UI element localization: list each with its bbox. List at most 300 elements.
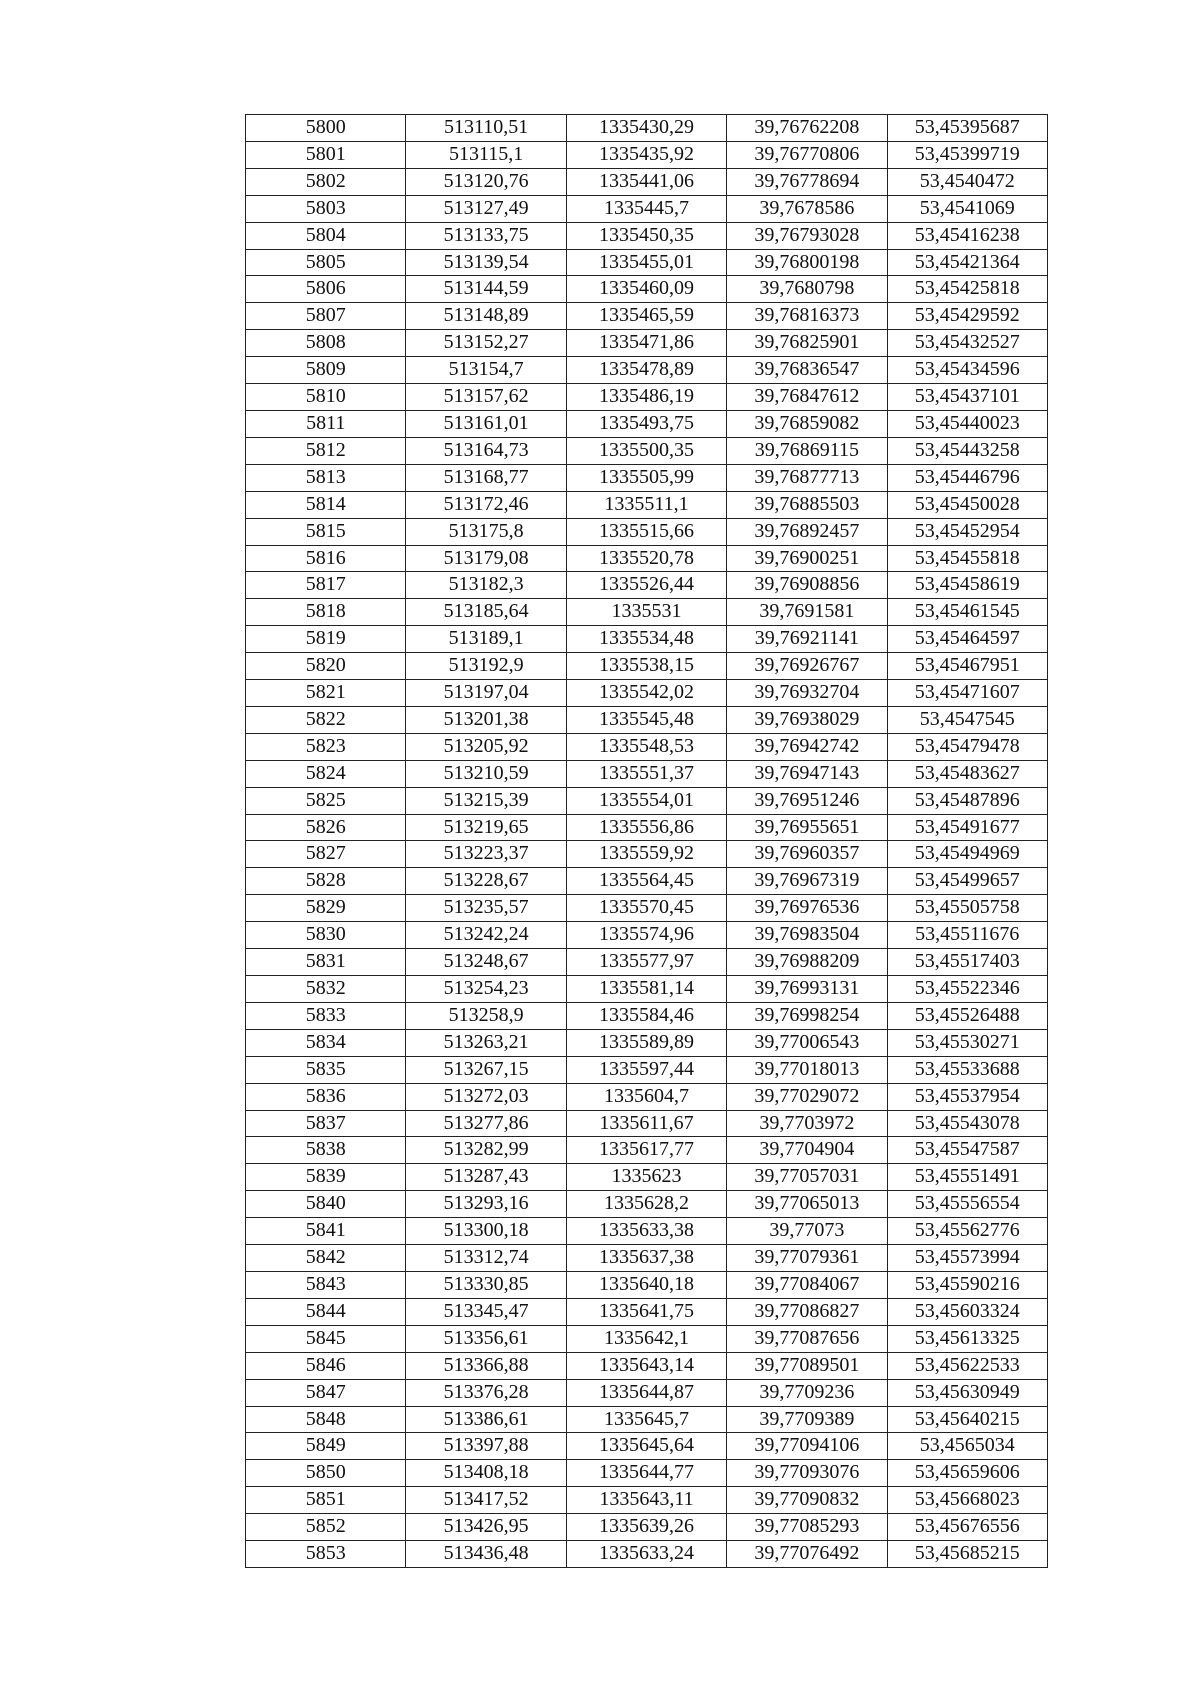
y-coordinate-cell: 1335460,09 [566, 276, 726, 303]
x-coordinate-cell: 513248,67 [406, 949, 566, 976]
latitude-cell: 39,76976536 [727, 895, 887, 922]
latitude-cell: 39,77065013 [727, 1191, 887, 1218]
longitude-cell: 53,45499657 [887, 868, 1047, 895]
latitude-cell: 39,77073 [727, 1218, 887, 1245]
y-coordinate-cell: 1335465,59 [566, 303, 726, 330]
point-number-cell: 5829 [246, 895, 406, 922]
x-coordinate-cell: 513189,1 [406, 626, 566, 653]
longitude-cell: 53,45432527 [887, 330, 1047, 357]
table-row [246, 437, 1048, 464]
point-number-cell: 5837 [246, 1110, 406, 1137]
latitude-cell: 39,76921141 [727, 626, 887, 653]
latitude-cell: 39,76816373 [727, 303, 887, 330]
x-coordinate-cell: 513228,67 [406, 868, 566, 895]
x-coordinate-cell: 513254,23 [406, 976, 566, 1003]
table-row [246, 491, 1048, 518]
point-number-cell: 5802 [246, 168, 406, 195]
latitude-cell: 39,7703972 [727, 1110, 887, 1137]
point-number-cell: 5853 [246, 1541, 406, 1568]
x-coordinate-cell: 513267,15 [406, 1056, 566, 1083]
longitude-cell: 53,45494969 [887, 841, 1047, 868]
longitude-cell: 53,4547545 [887, 706, 1047, 733]
latitude-cell: 39,77089501 [727, 1352, 887, 1379]
point-number-cell: 5801 [246, 141, 406, 168]
point-number-cell: 5831 [246, 949, 406, 976]
x-coordinate-cell: 513182,3 [406, 572, 566, 599]
latitude-cell: 39,77094106 [727, 1433, 887, 1460]
point-number-cell: 5832 [246, 976, 406, 1003]
point-number-cell: 5849 [246, 1433, 406, 1460]
table-row [246, 1245, 1048, 1272]
latitude-cell: 39,76900251 [727, 545, 887, 572]
latitude-cell: 39,76926767 [727, 653, 887, 680]
y-coordinate-cell: 1335623 [566, 1164, 726, 1191]
table-row [246, 1406, 1048, 1433]
table-row [246, 1325, 1048, 1352]
table-row [246, 733, 1048, 760]
longitude-cell: 53,45452954 [887, 518, 1047, 545]
latitude-cell: 39,77018013 [727, 1056, 887, 1083]
latitude-cell: 39,77090832 [727, 1487, 887, 1514]
table-row [246, 330, 1048, 357]
y-coordinate-cell: 1335611,67 [566, 1110, 726, 1137]
y-coordinate-cell: 1335554,01 [566, 787, 726, 814]
y-coordinate-cell: 1335640,18 [566, 1271, 726, 1298]
point-number-cell: 5826 [246, 814, 406, 841]
latitude-cell: 39,7680798 [727, 276, 887, 303]
longitude-cell: 53,45395687 [887, 115, 1047, 142]
y-coordinate-cell: 1335597,44 [566, 1056, 726, 1083]
x-coordinate-cell: 513277,86 [406, 1110, 566, 1137]
y-coordinate-cell: 1335441,06 [566, 168, 726, 195]
x-coordinate-cell: 513152,27 [406, 330, 566, 357]
x-coordinate-cell: 513185,64 [406, 599, 566, 626]
longitude-cell: 53,45467951 [887, 653, 1047, 680]
point-number-cell: 5817 [246, 572, 406, 599]
point-number-cell: 5833 [246, 1002, 406, 1029]
y-coordinate-cell: 1335515,66 [566, 518, 726, 545]
table-row [246, 1056, 1048, 1083]
longitude-cell: 53,45537954 [887, 1083, 1047, 1110]
point-number-cell: 5848 [246, 1406, 406, 1433]
y-coordinate-cell: 1335641,75 [566, 1298, 726, 1325]
latitude-cell: 39,77093076 [727, 1460, 887, 1487]
longitude-cell: 53,45416238 [887, 222, 1047, 249]
table-row [246, 1433, 1048, 1460]
x-coordinate-cell: 513148,89 [406, 303, 566, 330]
x-coordinate-cell: 513345,47 [406, 1298, 566, 1325]
y-coordinate-cell: 1335559,92 [566, 841, 726, 868]
table-row [246, 249, 1048, 276]
coordinates-table-body [246, 115, 1048, 1568]
longitude-cell: 53,45483627 [887, 760, 1047, 787]
latitude-cell: 39,76960357 [727, 841, 887, 868]
x-coordinate-cell: 513115,1 [406, 141, 566, 168]
longitude-cell: 53,45458619 [887, 572, 1047, 599]
table-row [246, 976, 1048, 1003]
x-coordinate-cell: 513201,38 [406, 706, 566, 733]
longitude-cell: 53,45517403 [887, 949, 1047, 976]
table-row [246, 168, 1048, 195]
x-coordinate-cell: 513293,16 [406, 1191, 566, 1218]
x-coordinate-cell: 513179,08 [406, 545, 566, 572]
x-coordinate-cell: 513139,54 [406, 249, 566, 276]
longitude-cell: 53,45440023 [887, 410, 1047, 437]
y-coordinate-cell: 1335642,1 [566, 1325, 726, 1352]
latitude-cell: 39,76869115 [727, 437, 887, 464]
x-coordinate-cell: 513356,61 [406, 1325, 566, 1352]
y-coordinate-cell: 1335570,45 [566, 895, 726, 922]
table-row [246, 1218, 1048, 1245]
x-coordinate-cell: 513133,75 [406, 222, 566, 249]
table-row [246, 653, 1048, 680]
x-coordinate-cell: 513282,99 [406, 1137, 566, 1164]
point-number-cell: 5800 [246, 115, 406, 142]
table-row [246, 922, 1048, 949]
table-row [246, 787, 1048, 814]
table-row [246, 141, 1048, 168]
point-number-cell: 5808 [246, 330, 406, 357]
table-row [246, 1191, 1048, 1218]
x-coordinate-cell: 513300,18 [406, 1218, 566, 1245]
longitude-cell: 53,4540472 [887, 168, 1047, 195]
longitude-cell: 53,45573994 [887, 1245, 1047, 1272]
latitude-cell: 39,77029072 [727, 1083, 887, 1110]
longitude-cell: 53,45421364 [887, 249, 1047, 276]
longitude-cell: 53,45543078 [887, 1110, 1047, 1137]
table-row [246, 464, 1048, 491]
table-row [246, 1164, 1048, 1191]
y-coordinate-cell: 1335645,64 [566, 1433, 726, 1460]
x-coordinate-cell: 513205,92 [406, 733, 566, 760]
longitude-cell: 53,45425818 [887, 276, 1047, 303]
y-coordinate-cell: 1335471,86 [566, 330, 726, 357]
point-number-cell: 5815 [246, 518, 406, 545]
point-number-cell: 5843 [246, 1271, 406, 1298]
latitude-cell: 39,76908856 [727, 572, 887, 599]
longitude-cell: 53,45547587 [887, 1137, 1047, 1164]
x-coordinate-cell: 513397,88 [406, 1433, 566, 1460]
table-row [246, 1002, 1048, 1029]
longitude-cell: 53,45551491 [887, 1164, 1047, 1191]
point-number-cell: 5809 [246, 357, 406, 384]
x-coordinate-cell: 513175,8 [406, 518, 566, 545]
x-coordinate-cell: 513172,46 [406, 491, 566, 518]
x-coordinate-cell: 513120,76 [406, 168, 566, 195]
longitude-cell: 53,45640215 [887, 1406, 1047, 1433]
point-number-cell: 5830 [246, 922, 406, 949]
point-number-cell: 5804 [246, 222, 406, 249]
y-coordinate-cell: 1335478,89 [566, 357, 726, 384]
x-coordinate-cell: 513197,04 [406, 680, 566, 707]
x-coordinate-cell: 513157,62 [406, 384, 566, 411]
x-coordinate-cell: 513263,21 [406, 1029, 566, 1056]
y-coordinate-cell: 1335604,7 [566, 1083, 726, 1110]
latitude-cell: 39,77057031 [727, 1164, 887, 1191]
longitude-cell: 53,45511676 [887, 922, 1047, 949]
latitude-cell: 39,77086827 [727, 1298, 887, 1325]
table-row [246, 1110, 1048, 1137]
table-row [246, 276, 1048, 303]
point-number-cell: 5841 [246, 1218, 406, 1245]
longitude-cell: 53,45437101 [887, 384, 1047, 411]
point-number-cell: 5819 [246, 626, 406, 653]
point-number-cell: 5822 [246, 706, 406, 733]
latitude-cell: 39,76955651 [727, 814, 887, 841]
x-coordinate-cell: 513272,03 [406, 1083, 566, 1110]
longitude-cell: 53,4541069 [887, 195, 1047, 222]
point-number-cell: 5836 [246, 1083, 406, 1110]
point-number-cell: 5842 [246, 1245, 406, 1272]
latitude-cell: 39,76859082 [727, 410, 887, 437]
y-coordinate-cell: 1335435,92 [566, 141, 726, 168]
point-number-cell: 5846 [246, 1352, 406, 1379]
y-coordinate-cell: 1335538,15 [566, 653, 726, 680]
x-coordinate-cell: 513417,52 [406, 1487, 566, 1514]
x-coordinate-cell: 513127,49 [406, 195, 566, 222]
y-coordinate-cell: 1335564,45 [566, 868, 726, 895]
longitude-cell: 53,4565034 [887, 1433, 1047, 1460]
point-number-cell: 5813 [246, 464, 406, 491]
point-number-cell: 5810 [246, 384, 406, 411]
point-number-cell: 5814 [246, 491, 406, 518]
longitude-cell: 53,45434596 [887, 357, 1047, 384]
x-coordinate-cell: 513235,57 [406, 895, 566, 922]
y-coordinate-cell: 1335520,78 [566, 545, 726, 572]
x-coordinate-cell: 513219,65 [406, 814, 566, 841]
longitude-cell: 53,45526488 [887, 1002, 1047, 1029]
longitude-cell: 53,45630949 [887, 1379, 1047, 1406]
table-row [246, 760, 1048, 787]
table-row [246, 1029, 1048, 1056]
point-number-cell: 5847 [246, 1379, 406, 1406]
point-number-cell: 5823 [246, 733, 406, 760]
table-row [246, 626, 1048, 653]
latitude-cell: 39,77006543 [727, 1029, 887, 1056]
latitude-cell: 39,77087656 [727, 1325, 887, 1352]
point-number-cell: 5825 [246, 787, 406, 814]
table-row [246, 599, 1048, 626]
x-coordinate-cell: 513110,51 [406, 115, 566, 142]
y-coordinate-cell: 1335511,1 [566, 491, 726, 518]
latitude-cell: 39,76847612 [727, 384, 887, 411]
longitude-cell: 53,45685215 [887, 1541, 1047, 1568]
table-row [246, 841, 1048, 868]
table-row [246, 1460, 1048, 1487]
coordinates-table [245, 114, 1048, 1568]
y-coordinate-cell: 1335577,97 [566, 949, 726, 976]
point-number-cell: 5812 [246, 437, 406, 464]
x-coordinate-cell: 513161,01 [406, 410, 566, 437]
x-coordinate-cell: 513366,88 [406, 1352, 566, 1379]
y-coordinate-cell: 1335505,99 [566, 464, 726, 491]
longitude-cell: 53,45556554 [887, 1191, 1047, 1218]
x-coordinate-cell: 513215,39 [406, 787, 566, 814]
point-number-cell: 5818 [246, 599, 406, 626]
table-row [246, 115, 1048, 142]
y-coordinate-cell: 1335617,77 [566, 1137, 726, 1164]
x-coordinate-cell: 513154,7 [406, 357, 566, 384]
y-coordinate-cell: 1335574,96 [566, 922, 726, 949]
point-number-cell: 5839 [246, 1164, 406, 1191]
y-coordinate-cell: 1335581,14 [566, 976, 726, 1003]
table-row [246, 1083, 1048, 1110]
longitude-cell: 53,45487896 [887, 787, 1047, 814]
table-row [246, 949, 1048, 976]
latitude-cell: 39,76951246 [727, 787, 887, 814]
y-coordinate-cell: 1335526,44 [566, 572, 726, 599]
table-row [246, 814, 1048, 841]
table-row [246, 222, 1048, 249]
y-coordinate-cell: 1335445,7 [566, 195, 726, 222]
table-row [246, 895, 1048, 922]
latitude-cell: 39,76942742 [727, 733, 887, 760]
latitude-cell: 39,76778694 [727, 168, 887, 195]
point-number-cell: 5805 [246, 249, 406, 276]
y-coordinate-cell: 1335548,53 [566, 733, 726, 760]
point-number-cell: 5828 [246, 868, 406, 895]
latitude-cell: 39,76938029 [727, 706, 887, 733]
latitude-cell: 39,77076492 [727, 1541, 887, 1568]
table-row [246, 1298, 1048, 1325]
table-row [246, 1514, 1048, 1541]
longitude-cell: 53,45659606 [887, 1460, 1047, 1487]
latitude-cell: 39,76892457 [727, 518, 887, 545]
longitude-cell: 53,45562776 [887, 1218, 1047, 1245]
latitude-cell: 39,7709389 [727, 1406, 887, 1433]
longitude-cell: 53,45429592 [887, 303, 1047, 330]
y-coordinate-cell: 1335584,46 [566, 1002, 726, 1029]
latitude-cell: 39,76877713 [727, 464, 887, 491]
longitude-cell: 53,45461545 [887, 599, 1047, 626]
point-number-cell: 5845 [246, 1325, 406, 1352]
table-row [246, 384, 1048, 411]
point-number-cell: 5838 [246, 1137, 406, 1164]
longitude-cell: 53,45479478 [887, 733, 1047, 760]
table-row [246, 572, 1048, 599]
y-coordinate-cell: 1335643,14 [566, 1352, 726, 1379]
longitude-cell: 53,45603324 [887, 1298, 1047, 1325]
x-coordinate-cell: 513287,43 [406, 1164, 566, 1191]
point-number-cell: 5851 [246, 1487, 406, 1514]
table-row [246, 1352, 1048, 1379]
table-row [246, 868, 1048, 895]
y-coordinate-cell: 1335639,26 [566, 1514, 726, 1541]
longitude-cell: 53,45399719 [887, 141, 1047, 168]
table-row [246, 410, 1048, 437]
x-coordinate-cell: 513144,59 [406, 276, 566, 303]
point-number-cell: 5827 [246, 841, 406, 868]
point-number-cell: 5820 [246, 653, 406, 680]
x-coordinate-cell: 513164,73 [406, 437, 566, 464]
longitude-cell: 53,45464597 [887, 626, 1047, 653]
longitude-cell: 53,45522346 [887, 976, 1047, 1003]
longitude-cell: 53,45622533 [887, 1352, 1047, 1379]
y-coordinate-cell: 1335556,86 [566, 814, 726, 841]
x-coordinate-cell: 513258,9 [406, 1002, 566, 1029]
y-coordinate-cell: 1335430,29 [566, 115, 726, 142]
latitude-cell: 39,7704904 [727, 1137, 887, 1164]
latitude-cell: 39,76932704 [727, 680, 887, 707]
y-coordinate-cell: 1335493,75 [566, 410, 726, 437]
table-row [246, 680, 1048, 707]
latitude-cell: 39,76885503 [727, 491, 887, 518]
latitude-cell: 39,76825901 [727, 330, 887, 357]
latitude-cell: 39,7709236 [727, 1379, 887, 1406]
table-row [246, 357, 1048, 384]
point-number-cell: 5844 [246, 1298, 406, 1325]
point-number-cell: 5806 [246, 276, 406, 303]
x-coordinate-cell: 513312,74 [406, 1245, 566, 1272]
point-number-cell: 5816 [246, 545, 406, 572]
latitude-cell: 39,7691581 [727, 599, 887, 626]
latitude-cell: 39,76762208 [727, 115, 887, 142]
y-coordinate-cell: 1335455,01 [566, 249, 726, 276]
y-coordinate-cell: 1335486,19 [566, 384, 726, 411]
y-coordinate-cell: 1335542,02 [566, 680, 726, 707]
latitude-cell: 39,76967319 [727, 868, 887, 895]
point-number-cell: 5821 [246, 680, 406, 707]
y-coordinate-cell: 1335637,38 [566, 1245, 726, 1272]
table-row [246, 1271, 1048, 1298]
table-row [246, 518, 1048, 545]
latitude-cell: 39,76800198 [727, 249, 887, 276]
latitude-cell: 39,77084067 [727, 1271, 887, 1298]
table-row [246, 706, 1048, 733]
longitude-cell: 53,45471607 [887, 680, 1047, 707]
y-coordinate-cell: 1335450,35 [566, 222, 726, 249]
x-coordinate-cell: 513192,9 [406, 653, 566, 680]
point-number-cell: 5840 [246, 1191, 406, 1218]
longitude-cell: 53,45505758 [887, 895, 1047, 922]
table-row [246, 1379, 1048, 1406]
y-coordinate-cell: 1335633,38 [566, 1218, 726, 1245]
x-coordinate-cell: 513408,18 [406, 1460, 566, 1487]
point-number-cell: 5850 [246, 1460, 406, 1487]
point-number-cell: 5852 [246, 1514, 406, 1541]
longitude-cell: 53,45455818 [887, 545, 1047, 572]
point-number-cell: 5834 [246, 1029, 406, 1056]
latitude-cell: 39,76770806 [727, 141, 887, 168]
latitude-cell: 39,7678586 [727, 195, 887, 222]
latitude-cell: 39,76983504 [727, 922, 887, 949]
latitude-cell: 39,77079361 [727, 1245, 887, 1272]
table-row [246, 545, 1048, 572]
table-row [246, 1541, 1048, 1568]
y-coordinate-cell: 1335551,37 [566, 760, 726, 787]
longitude-cell: 53,45676556 [887, 1514, 1047, 1541]
x-coordinate-cell: 513168,77 [406, 464, 566, 491]
longitude-cell: 53,45668023 [887, 1487, 1047, 1514]
y-coordinate-cell: 1335644,77 [566, 1460, 726, 1487]
y-coordinate-cell: 1335643,11 [566, 1487, 726, 1514]
x-coordinate-cell: 513386,61 [406, 1406, 566, 1433]
longitude-cell: 53,45533688 [887, 1056, 1047, 1083]
y-coordinate-cell: 1335545,48 [566, 706, 726, 733]
longitude-cell: 53,45613325 [887, 1325, 1047, 1352]
y-coordinate-cell: 1335534,48 [566, 626, 726, 653]
y-coordinate-cell: 1335500,35 [566, 437, 726, 464]
y-coordinate-cell: 1335633,24 [566, 1541, 726, 1568]
latitude-cell: 39,76836547 [727, 357, 887, 384]
longitude-cell: 53,45590216 [887, 1271, 1047, 1298]
longitude-cell: 53,45530271 [887, 1029, 1047, 1056]
longitude-cell: 53,45443258 [887, 437, 1047, 464]
latitude-cell: 39,77085293 [727, 1514, 887, 1541]
x-coordinate-cell: 513210,59 [406, 760, 566, 787]
y-coordinate-cell: 1335644,87 [566, 1379, 726, 1406]
y-coordinate-cell: 1335531 [566, 599, 726, 626]
